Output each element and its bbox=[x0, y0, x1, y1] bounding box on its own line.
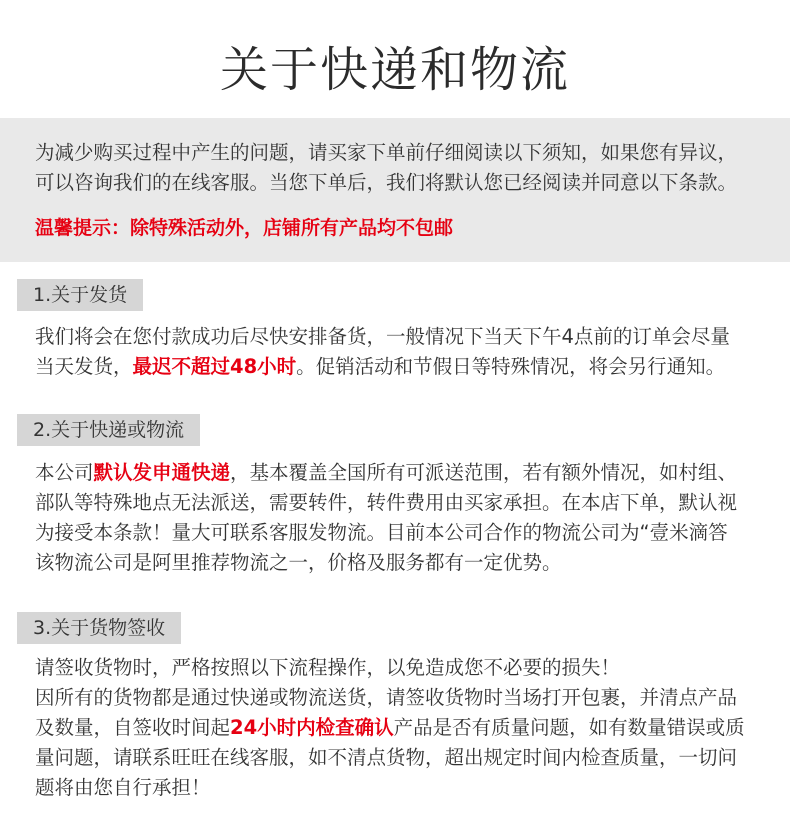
text: 本公司 bbox=[35, 461, 94, 484]
text: 。促销活动和节假日等特殊情况，将会另行通知。 bbox=[296, 355, 726, 378]
text: 及数量，自签收时间起 bbox=[35, 716, 231, 739]
section-text: 部队等特殊地点无法派送，需要转件，转件费用由买家承担。在本店下单，默认视 bbox=[35, 491, 738, 514]
text: 当天发货， bbox=[35, 355, 133, 378]
section-heading-shipping: 1.关于发货 bbox=[17, 279, 143, 311]
section-text: 量问题，请联系旺旺在线客服，如不清点货物，超出规定时间内检查质量，一切问 bbox=[35, 746, 738, 769]
text: ，基本覆盖全国所有可派送范围，若有额外情况，如村组、 bbox=[230, 461, 738, 484]
shipping-warning: 温馨提示：除特殊活动外，店铺所有产品均不包邮 bbox=[35, 217, 454, 239]
section-text: 我们将会在您付款成功后尽快安排备货，一般情况下当天下午4点前的订单会尽量 bbox=[35, 325, 730, 348]
highlight-text: 最迟不超过48小时 bbox=[132, 355, 297, 378]
section-text: 因所有的货物都是通过快递或物流送货，请签收货物时当场打开包裹，并清点产品 bbox=[35, 686, 738, 709]
section-text: 题将由您自行承担！ bbox=[35, 776, 211, 799]
highlight-text: 默认发申通快递 bbox=[93, 461, 231, 484]
highlight-text: 24小时内检查确认 bbox=[230, 716, 394, 739]
text: 产品是否有质量问题，如有数量错误或质 bbox=[393, 716, 745, 739]
section-text: 为接受本条款！量大可联系客服发物流。目前本公司合作的物流公司为“壹米滴答 bbox=[35, 521, 728, 544]
section-text bbox=[35, 713, 745, 743]
section-text: 请签收货物时，严格按照以下流程操作，以免造成您不必要的损失！ bbox=[35, 656, 621, 679]
section-text: 该物流公司是阿里推荐物流之一，价格及服务都有一定优势。 bbox=[35, 551, 562, 574]
section-text bbox=[35, 352, 725, 382]
page-title: 关于快递和物流 bbox=[219, 42, 570, 98]
intro-line: 为减少购买过程中产生的问题，请买家下单前仔细阅读以下须知，如果您有异议， bbox=[35, 141, 738, 164]
section-heading-receipt: 3.关于货物签收 bbox=[17, 612, 181, 644]
intro-line: 可以咨询我们的在线客服。当您下单后，我们将默认您已经阅读并同意以下条款。 bbox=[35, 171, 738, 194]
section-text bbox=[35, 458, 737, 488]
section-heading-courier: 2.关于快递或物流 bbox=[17, 414, 200, 446]
